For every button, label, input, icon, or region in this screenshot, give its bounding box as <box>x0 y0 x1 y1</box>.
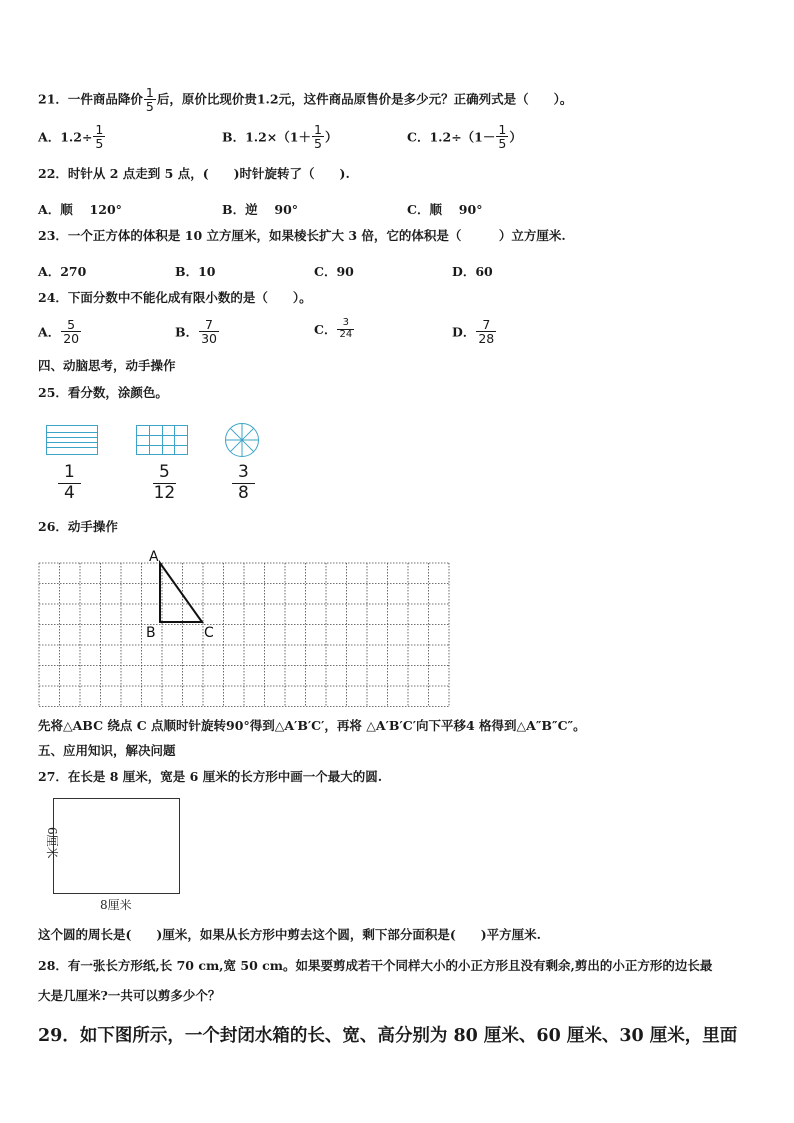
q27-rectangle <box>54 799 180 894</box>
triangle-abc <box>160 563 202 622</box>
q26-stem: 26．动手操作 <box>38 519 118 534</box>
q26-instruction: 先将△ABC 绕点 C 点顺时针旋转90°得到△A′B′C′，再将 △A′B′C′向下平移4 格得到△A″B″C″。 <box>38 718 586 733</box>
q23-option-a[interactable]: A．270 <box>38 264 87 279</box>
q23-stem: 23．一个正方体的体积是 10 立方厘米，如果棱长扩大 3 倍，它的体积是（ ）立方厘米. <box>38 228 566 243</box>
q21-option-a[interactable]: A．1.2÷ $\frac{1}{5}$ <box>38 122 104 152</box>
q23-option-c[interactable]: C．90 <box>314 264 354 279</box>
q25-rect-twelfths[interactable] <box>136 425 188 455</box>
q22-option-a[interactable]: A．顺 120° <box>38 202 122 217</box>
q23-option-b[interactable]: B．10 <box>175 264 216 279</box>
q25-stem: 25．看分数，涂颜色。 <box>38 385 168 400</box>
q21-option-a-fraction: $\frac{1}{5}$ <box>95 122 104 152</box>
q21-option-c[interactable]: C．1.2÷（1－ $\frac{1}{5}$ ） <box>407 122 522 152</box>
q25-fraction-1: $\frac{1}{4}$ <box>58 463 81 503</box>
q24-option-c[interactable]: C． $\frac{3}{24}$ <box>314 317 353 340</box>
q25-fraction-2: $\frac{5}{12}$ <box>153 462 176 503</box>
q24-option-b[interactable]: B． $\frac{7}{30}$ <box>175 317 217 347</box>
q29-stem: 29．如下图所示，一个封闭水箱的长、宽、高分别为 80 厘米、60 厘米、30 厘米，里面 <box>38 1026 738 1046</box>
q24-option-d-fraction: $\frac{7}{28}$ <box>478 317 495 347</box>
q24-option-d[interactable]: D． $\frac{7}{28}$ <box>452 317 495 347</box>
q26-grid-figure[interactable] <box>38 545 450 707</box>
label-b: B <box>146 625 156 641</box>
q24-option-a[interactable]: A． $\frac{5}{20}$ <box>38 317 80 347</box>
q25-circle-eighths[interactable] <box>224 422 260 458</box>
q28-line-2: 大是几厘米?一共可以剪多少个？ <box>38 988 221 1003</box>
q21-stem-post: 后，原价比现价贵1.2元，这件商品原售价是多少元？正确列式是（ ）。 <box>156 91 573 107</box>
q24-option-b-fraction: $\frac{7}{30}$ <box>201 317 217 347</box>
q21-stem <box>38 86 572 113</box>
q21-option-c-fraction: $\frac{1}{5}$ <box>498 122 507 152</box>
q22-stem: 22．时针从 2 点走到 5 点，( )时针旋转了（ ). <box>38 166 350 181</box>
q24-option-a-fraction: $\frac{5}{20}$ <box>63 317 80 347</box>
q27-rectangle-figure[interactable] <box>36 795 186 915</box>
q22-option-b[interactable]: B．逆 90° <box>222 202 299 217</box>
q27-answer-line: 这个圆的周长是( )厘米，如果从长方形中剪去这个圆，剩下部分面积是( )平方厘米. <box>38 927 542 942</box>
q27-width-label: 8厘米 <box>100 898 132 912</box>
q23-option-d[interactable]: D．60 <box>452 264 493 279</box>
q24-stem: 24．下面分数中不能化成有限小数的是（ ）。 <box>38 290 312 305</box>
q21-fraction: $\frac{1}{5}$ <box>145 85 154 115</box>
q21-stem-pre: 21．一件商品降价 <box>38 91 143 107</box>
section-5-heading: 五、应用知识，解决问题 <box>38 743 176 758</box>
label-c: C <box>204 625 214 641</box>
q25-rect-quarters[interactable] <box>46 425 98 455</box>
q21-option-b[interactable]: B．1.2×（1＋ $\frac{1}{5}$ ） <box>222 122 338 152</box>
q27-height-label: 6厘米 <box>45 827 59 859</box>
q25-fraction-3: $\frac{3}{8}$ <box>232 463 255 503</box>
q24-option-c-fraction: $\frac{3}{24}$ <box>339 317 353 340</box>
q28-line-1: 28．有一张长方形纸,长 70 cm,宽 50 cm。如果要剪成若干个同样大小的小正方形且没有剩余,剪出的小正方形的边长最 <box>38 958 713 973</box>
q22-option-c[interactable]: C．顺 90° <box>407 202 483 217</box>
q21-option-b-fraction: $\frac{1}{5}$ <box>313 122 322 152</box>
label-a: A <box>149 549 159 565</box>
q26-dotted-grid <box>39 563 449 707</box>
section-4-heading: 四、动脑思考，动手操作 <box>38 358 176 373</box>
q27-stem: 27．在长是 8 厘米，宽是 6 厘米的长方形中画一个最大的圆. <box>38 769 383 784</box>
